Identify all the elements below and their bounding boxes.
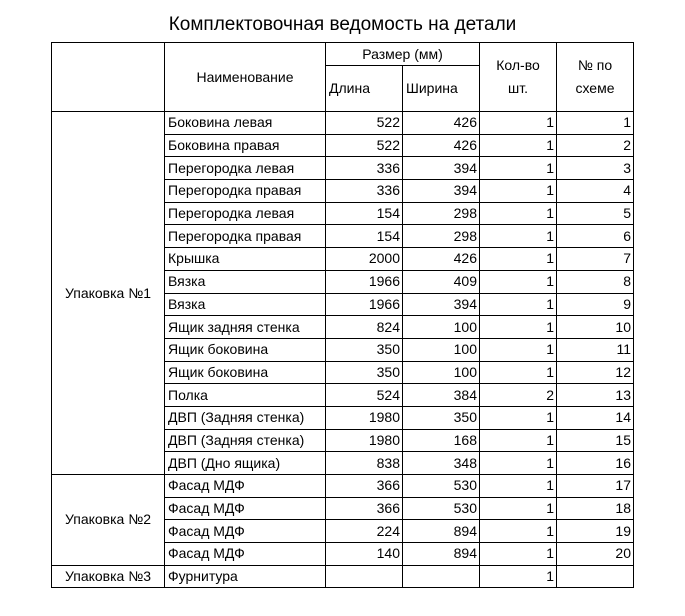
cell-scheme: 19 bbox=[557, 520, 634, 543]
cell-qty: 1 bbox=[480, 565, 557, 588]
cell-length: 140 bbox=[326, 543, 403, 566]
cell-name: Боковина правая bbox=[165, 134, 326, 157]
cell-name: Полка bbox=[165, 384, 326, 407]
cell-scheme: 10 bbox=[557, 316, 634, 339]
cell-qty: 1 bbox=[480, 202, 557, 225]
cell-scheme: 7 bbox=[557, 248, 634, 271]
cell-qty: 1 bbox=[480, 338, 557, 361]
cell-scheme: 2 bbox=[557, 134, 634, 157]
cell-qty: 1 bbox=[480, 248, 557, 271]
cell-width: 894 bbox=[403, 520, 480, 543]
cell-name: Ящик боковина bbox=[165, 338, 326, 361]
cell-length: 350 bbox=[326, 361, 403, 384]
cell-width: 168 bbox=[403, 429, 480, 452]
cell-length: 2000 bbox=[326, 248, 403, 271]
cell-scheme: 6 bbox=[557, 225, 634, 248]
cell-length: 522 bbox=[326, 134, 403, 157]
cell-qty: 1 bbox=[480, 134, 557, 157]
header-scheme-line2: схеме bbox=[575, 80, 615, 96]
cell-name: Ящик задняя стенка bbox=[165, 316, 326, 339]
cell-scheme: 4 bbox=[557, 180, 634, 203]
cell-length: 1980 bbox=[326, 406, 403, 429]
cell-length: 366 bbox=[326, 497, 403, 520]
cell-qty: 1 bbox=[480, 293, 557, 316]
header-qty-line2: шт. bbox=[508, 80, 528, 96]
cell-width: 426 bbox=[403, 248, 480, 271]
cell-qty: 2 bbox=[480, 384, 557, 407]
cell-name: Крышка bbox=[165, 248, 326, 271]
cell-qty: 1 bbox=[480, 316, 557, 339]
cell-scheme: 16 bbox=[557, 452, 634, 475]
cell-width: 394 bbox=[403, 180, 480, 203]
cell-name: Фасад МДФ bbox=[165, 497, 326, 520]
cell-length: 838 bbox=[326, 452, 403, 475]
cell-length: 824 bbox=[326, 316, 403, 339]
header-scheme-line1: № по bbox=[577, 57, 613, 73]
cell-width: 894 bbox=[403, 543, 480, 566]
table-row bbox=[52, 475, 634, 498]
cell-length: 154 bbox=[326, 202, 403, 225]
header-qty-line1: Кол-во bbox=[496, 57, 540, 73]
cell-length: 366 bbox=[326, 475, 403, 498]
cell-width: 394 bbox=[403, 157, 480, 180]
page-title: Комплектовочная ведомость на детали bbox=[168, 14, 517, 35]
cell-qty: 1 bbox=[480, 543, 557, 566]
cell-width: 100 bbox=[403, 316, 480, 339]
cell-name: Вязка bbox=[165, 270, 326, 293]
group-label: Упаковка №2 bbox=[52, 475, 165, 566]
header-scheme bbox=[557, 43, 634, 112]
table-row bbox=[52, 565, 634, 588]
cell-scheme: 1 bbox=[557, 112, 634, 135]
cell-width: 350 bbox=[403, 406, 480, 429]
cell-qty: 1 bbox=[480, 361, 557, 384]
cell-name: Вязка bbox=[165, 293, 326, 316]
cell-qty: 1 bbox=[480, 270, 557, 293]
cell-width: 298 bbox=[403, 202, 480, 225]
cell-length bbox=[326, 565, 403, 588]
cell-name: Перегородка правая bbox=[165, 180, 326, 203]
group-label: Упаковка №1 bbox=[52, 112, 165, 475]
header-size: Размер (мм) bbox=[326, 43, 480, 66]
cell-length: 522 bbox=[326, 112, 403, 135]
cell-scheme: 12 bbox=[557, 361, 634, 384]
cell-scheme: 14 bbox=[557, 406, 634, 429]
cell-qty: 1 bbox=[480, 112, 557, 135]
cell-width bbox=[403, 565, 480, 588]
table-row bbox=[52, 112, 634, 135]
cell-name: Ящик боковина bbox=[165, 361, 326, 384]
cell-name: Фасад МДФ bbox=[165, 475, 326, 498]
header-group bbox=[52, 43, 165, 112]
cell-qty: 1 bbox=[480, 225, 557, 248]
cell-name: Фурнитура bbox=[165, 565, 326, 588]
cell-name: ДВП (Дно ящика) bbox=[165, 452, 326, 475]
cell-length: 154 bbox=[326, 225, 403, 248]
cell-width: 100 bbox=[403, 338, 480, 361]
cell-qty: 1 bbox=[480, 406, 557, 429]
cell-scheme: 15 bbox=[557, 429, 634, 452]
cell-width: 530 bbox=[403, 475, 480, 498]
cell-qty: 1 bbox=[480, 180, 557, 203]
cell-length: 336 bbox=[326, 180, 403, 203]
cell-scheme: 17 bbox=[557, 475, 634, 498]
cell-width: 298 bbox=[403, 225, 480, 248]
cell-qty: 1 bbox=[480, 452, 557, 475]
cell-scheme: 3 bbox=[557, 157, 634, 180]
cell-name: Боковина левая bbox=[165, 112, 326, 135]
cell-width: 348 bbox=[403, 452, 480, 475]
cell-scheme: 9 bbox=[557, 293, 634, 316]
cell-name: Фасад МДФ bbox=[165, 543, 326, 566]
cell-scheme: 11 bbox=[557, 338, 634, 361]
cell-width: 394 bbox=[403, 293, 480, 316]
cell-length: 1980 bbox=[326, 429, 403, 452]
cell-length: 524 bbox=[326, 384, 403, 407]
cell-name: ДВП (Задняя стенка) bbox=[165, 429, 326, 452]
cell-scheme: 8 bbox=[557, 270, 634, 293]
cell-width: 426 bbox=[403, 112, 480, 135]
header-qty bbox=[480, 43, 557, 112]
group-label: Упаковка №3 bbox=[52, 565, 165, 588]
cell-name: Перегородка левая bbox=[165, 157, 326, 180]
cell-width: 426 bbox=[403, 134, 480, 157]
cell-length: 1966 bbox=[326, 270, 403, 293]
cell-length: 224 bbox=[326, 520, 403, 543]
cell-width: 100 bbox=[403, 361, 480, 384]
cell-length: 336 bbox=[326, 157, 403, 180]
cell-scheme: 18 bbox=[557, 497, 634, 520]
cell-scheme bbox=[557, 565, 634, 588]
cell-length: 350 bbox=[326, 338, 403, 361]
parts-table bbox=[51, 42, 634, 588]
cell-width: 384 bbox=[403, 384, 480, 407]
cell-scheme: 13 bbox=[557, 384, 634, 407]
header-length: Длина bbox=[326, 66, 403, 112]
cell-width: 409 bbox=[403, 270, 480, 293]
cell-length: 1966 bbox=[326, 293, 403, 316]
cell-qty: 1 bbox=[480, 497, 557, 520]
cell-name: Фасад МДФ bbox=[165, 520, 326, 543]
cell-qty: 1 bbox=[480, 475, 557, 498]
cell-scheme: 5 bbox=[557, 202, 634, 225]
cell-name: Перегородка правая bbox=[165, 225, 326, 248]
table-body bbox=[52, 112, 634, 588]
cell-qty: 1 bbox=[480, 520, 557, 543]
cell-qty: 1 bbox=[480, 429, 557, 452]
cell-scheme: 20 bbox=[557, 543, 634, 566]
cell-name: Перегородка левая bbox=[165, 202, 326, 225]
cell-name: ДВП (Задняя стенка) bbox=[165, 406, 326, 429]
cell-width: 530 bbox=[403, 497, 480, 520]
header-name: Наименование bbox=[165, 43, 326, 112]
cell-qty: 1 bbox=[480, 157, 557, 180]
header-width: Ширина bbox=[403, 66, 480, 112]
